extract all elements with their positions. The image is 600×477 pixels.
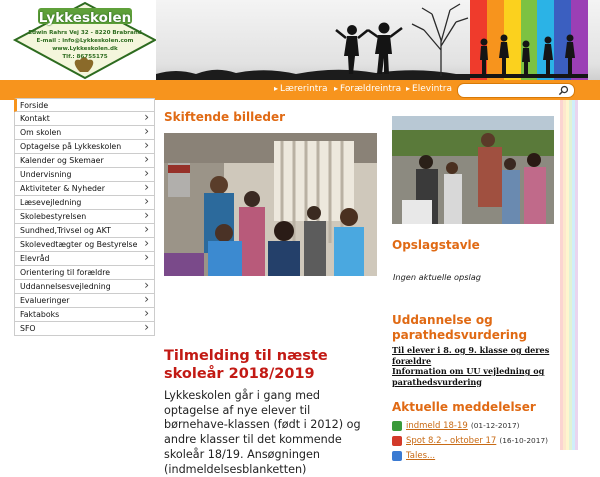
top-nav-laererintra[interactable]: ▸ Lærerintra — [274, 84, 328, 94]
spreadsheet-icon — [392, 421, 402, 431]
education-link-uu-guidance[interactable]: Information om UU vejledning og parathedsvurdering — [392, 366, 545, 387]
news-date: (16-10-2017) — [499, 436, 549, 445]
news-date: (01-12-2017) — [470, 421, 520, 430]
right-rainbow-fade — [560, 100, 578, 450]
sidebar-navigation — [14, 98, 155, 336]
news-list — [392, 418, 562, 463]
outdoor-photo[interactable] — [392, 116, 554, 224]
news-link[interactable]: Tales... — [406, 450, 436, 461]
sidebar-item-5[interactable]: Undervisning › — [14, 168, 155, 182]
news-item[interactable] — [392, 448, 562, 463]
search-icon[interactable] — [558, 85, 569, 96]
sidebar-item-14[interactable]: Evalueringer › — [14, 294, 155, 308]
sidebar-item-12[interactable]: Orientering til forældre — [14, 266, 155, 280]
sidebar-item-3[interactable]: Optagelse på Lykkeskolen › — [14, 140, 155, 154]
signup-text: Lykkeskolen går i gang med optagelse af nye elever til børnehave-klassen (født i 2012) og andre klasser til det kommende skoleår 18/19. Ansøgningen (indmeldelsesblanketten) — [164, 389, 361, 476]
no-notice-text: Ingen aktuelle opslag — [393, 272, 481, 282]
sidebar-item-16[interactable]: SFO › — [14, 322, 155, 336]
document-icon — [392, 451, 402, 461]
slideshow-image[interactable] — [164, 133, 377, 276]
children-dancing-illustration — [470, 28, 588, 78]
sidebar-item-11[interactable]: Elevråd › — [14, 252, 155, 266]
sidebar-item-9[interactable]: Sundhed,Trivsel og AKT › — [14, 224, 155, 238]
notice-board-heading: Opslagstavle — [392, 238, 480, 252]
school-logo[interactable] — [14, 2, 156, 79]
logo-phone: Tlf.: 86755175 — [62, 54, 108, 60]
news-item[interactable] — [392, 433, 562, 448]
news-item[interactable] — [392, 418, 562, 433]
sidebar-item-0[interactable]: Forside — [14, 98, 155, 112]
search-input[interactable] — [457, 83, 575, 98]
top-nav-foraeldreintra[interactable]: ▸ Forældreintra — [334, 84, 401, 94]
education-heading: Uddannelse og parathedsvurdering — [392, 313, 528, 342]
sidebar-item-10[interactable]: Skolevedtægter og Bestyrelse › — [14, 238, 155, 252]
sidebar-item-1[interactable]: Kontakt › — [14, 112, 155, 126]
sidebar-item-13[interactable]: Uddannelsesvejledning › — [14, 280, 155, 294]
news-heading: Aktuelle meddelelser — [392, 400, 536, 414]
signup-heading: Tilmelding til næste skoleår 2018/2019 — [164, 348, 328, 382]
logo-name: Lykkeskolen — [38, 10, 132, 26]
pdf-icon — [392, 436, 402, 446]
sidebar-item-15[interactable]: Faktaboks › — [14, 308, 155, 322]
top-nav-elevintra[interactable]: ▸ Elevintra — [406, 84, 452, 94]
slideshow-title: Skiftende billeder — [164, 110, 285, 124]
sidebar-item-6[interactable]: Aktiviteter & Nyheder › — [14, 182, 155, 196]
sidebar-item-7[interactable]: Læsevejledning › — [14, 196, 155, 210]
logo-address: Edwin Rahrs Vej 32 - 8220 Brabrand — [28, 30, 142, 36]
news-link[interactable]: indmeld 18-19 — [406, 420, 468, 431]
site-header — [0, 0, 600, 82]
logo-website: www.Lykkeskolen.dk — [52, 46, 118, 52]
sidebar-item-2[interactable]: Om skolen › — [14, 126, 155, 140]
news-link[interactable]: Spot 8.2 - oktober 17 — [406, 435, 497, 446]
sidebar-item-8[interactable]: Skolebestyrelsen › — [14, 210, 155, 224]
logo-email: E-mail : info@Lykkeskolen.com — [36, 38, 134, 44]
sidebar-item-4[interactable]: Kalender og Skemaer › — [14, 154, 155, 168]
education-link-grade-8-9[interactable]: Til elever i 8. og 9. klasse og deres forældre — [392, 345, 550, 366]
education-links — [392, 345, 562, 387]
